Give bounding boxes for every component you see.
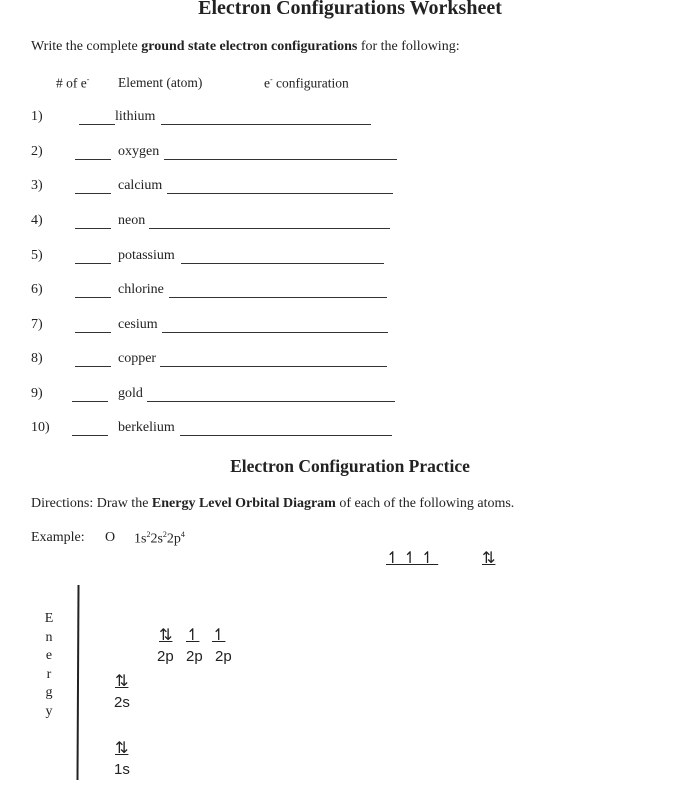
element-name: calcium [118, 178, 163, 193]
orbital-arrows-single: ↿↿↿ [386, 548, 439, 567]
question-number: 10) [31, 420, 50, 435]
orbital-2p-arrow: ↿ [212, 625, 226, 644]
configuration-blank[interactable] [180, 435, 392, 436]
question-number: 7) [31, 317, 43, 332]
question-number: 9) [31, 386, 43, 401]
electron-count-blank[interactable] [79, 124, 115, 125]
question-number: 4) [31, 213, 43, 228]
orbital-2s-label: 2s [114, 694, 130, 711]
orbital-2p-label: 2p [157, 648, 174, 665]
configuration-blank[interactable] [162, 332, 388, 333]
orbital-2s-arrow: ⇅ [115, 671, 129, 690]
electron-count-blank[interactable] [75, 263, 111, 264]
question-number: 5) [31, 248, 43, 263]
energy-axis-label: E n e r g y [44, 611, 54, 719]
element-name: potassium [118, 248, 175, 263]
column-header-num-electrons: # of e- [56, 75, 90, 91]
question-number: 8) [31, 351, 43, 366]
instruction-pre: Write the complete [31, 39, 142, 54]
page-title: Electron Configurations Worksheet [198, 0, 502, 19]
electron-count-blank[interactable] [72, 401, 108, 402]
instruction-bold: ground state electron configurations [141, 39, 358, 54]
orbital-2p-label: 2p [215, 648, 232, 665]
orbital-arrows-paired: ⇅ [482, 548, 496, 567]
example-label: Example: [31, 530, 85, 545]
question-number: 1) [31, 109, 43, 124]
orbital-2p-label: 2p [186, 648, 203, 665]
electron-count-blank[interactable] [75, 193, 111, 194]
column-header-configuration: e- configuration [264, 75, 349, 91]
element-name: berkelium [118, 420, 175, 435]
electron-count-blank[interactable] [75, 332, 111, 333]
energy-axis-line [76, 585, 79, 780]
electron-count-blank[interactable] [72, 435, 108, 436]
question-number: 6) [31, 282, 43, 297]
element-name: gold [118, 386, 143, 401]
element-name: neon [118, 213, 146, 228]
electron-count-blank[interactable] [75, 159, 111, 160]
orbital-1s-label: 1s [114, 761, 130, 778]
directions-text: Directions: Draw the Energy Level Orbital Diagram of each of the following atoms. [31, 496, 515, 511]
configuration-blank[interactable] [161, 124, 371, 125]
configuration-blank[interactable] [160, 366, 387, 367]
column-header-element: Element (atom) [118, 75, 203, 90]
orbital-2p-arrow: ⇅ [159, 625, 173, 644]
example-atom: O [105, 530, 116, 545]
question-number: 2) [31, 144, 43, 159]
configuration-blank[interactable] [149, 228, 390, 229]
electron-count-blank[interactable] [75, 366, 111, 367]
electron-count-blank[interactable] [75, 297, 111, 298]
question-number: 3) [31, 178, 43, 193]
element-name: chlorine [118, 282, 164, 297]
element-name: lithium [115, 109, 156, 124]
configuration-blank[interactable] [164, 159, 397, 160]
instruction-text [31, 39, 460, 55]
orbital-1s-arrow: ⇅ [115, 738, 129, 757]
element-name: oxygen [118, 144, 160, 159]
configuration-blank[interactable] [167, 193, 393, 194]
configuration-blank[interactable] [169, 297, 387, 298]
element-name: cesium [118, 317, 158, 332]
practice-title: Electron Configuration Practice [230, 456, 470, 476]
orbital-2p-arrow: ↿ [186, 625, 200, 644]
example-configuration: $1s^22s^22p^4$ [134, 530, 185, 547]
configuration-blank[interactable] [181, 263, 384, 264]
instruction-post: for the following: [357, 39, 460, 54]
element-name: copper [118, 351, 157, 366]
configuration-blank[interactable] [147, 401, 395, 402]
electron-count-blank[interactable] [75, 228, 111, 229]
